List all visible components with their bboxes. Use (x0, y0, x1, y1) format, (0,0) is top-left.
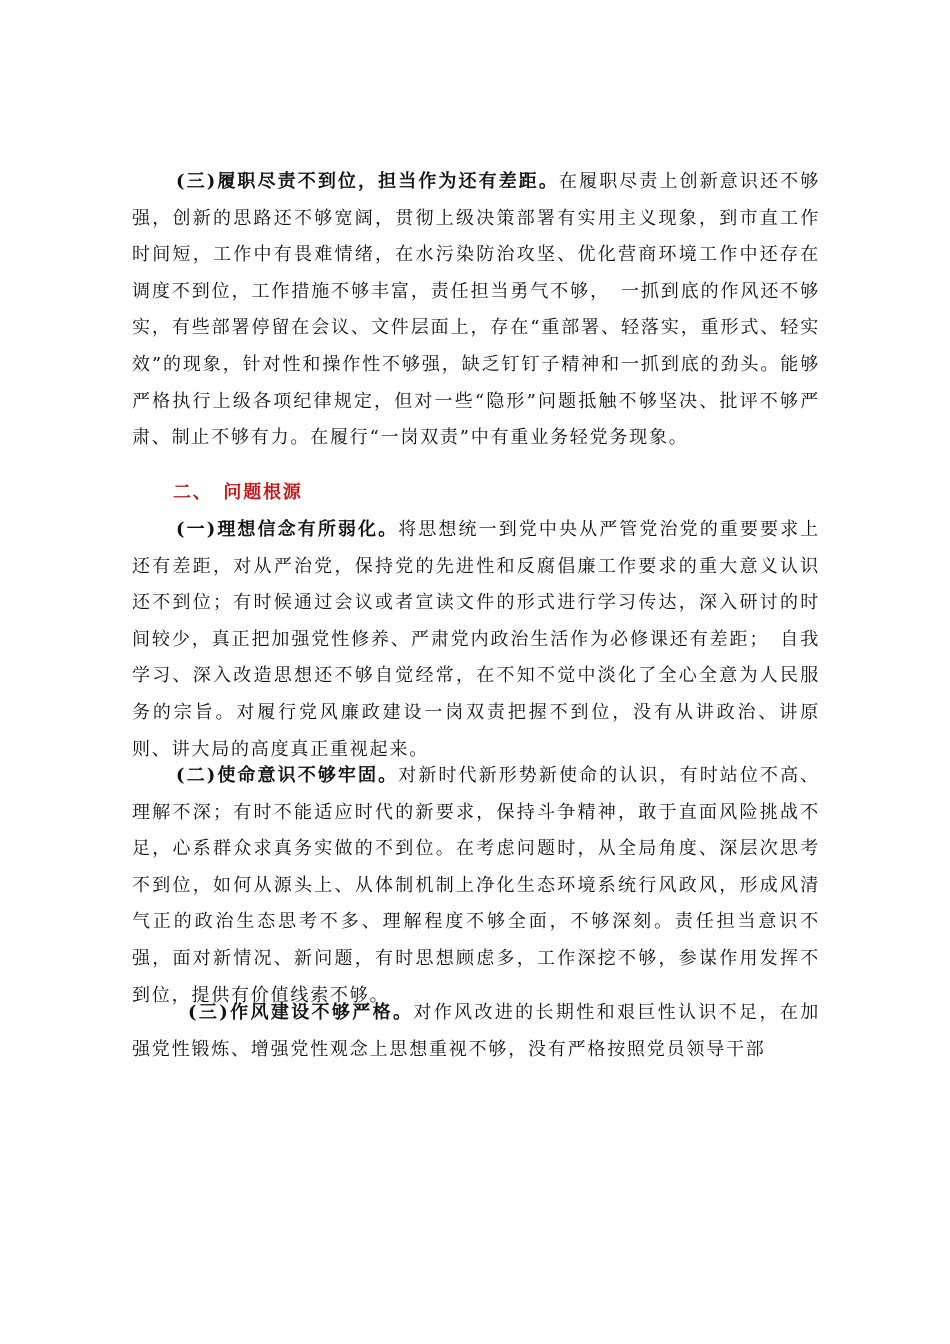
section-heading-problem-roots: 二、 问题根源 (173, 482, 303, 503)
paragraph-performance-duty (132, 164, 820, 457)
paragraph-ideals-beliefs (132, 512, 820, 768)
paragraph-text: 将思想统一到党中央从严管党治党的重要要求上还有差距，对从严治党，保持党的先进性和反腐倡廉工作要求的重大意义认识还不到位；有时候通过会议或者宣读文件的形式进行学习传达，深入研讨的时间较少，真正把加强党性修养、严肃党内政治生活作为必修课还有差距； 自我学习、深入改造思想还不够自觉经常，在不知不觉中淡化了全心全意为人民服务的宗旨。对履行党风廉政建设一岗双责把握不到位，没有从讲政治、讲原则、讲大局的高度真正重视起来。 (132, 519, 820, 760)
paragraph-heading: (三)作风建设不够严格。 (188, 1002, 414, 1023)
paragraph-work-style (132, 995, 820, 1068)
paragraph-heading: (二)使命意识不够牢固。 (176, 765, 399, 786)
paragraph-mission-awareness (132, 758, 820, 1014)
paragraph-heading: (一)理想信念有所弱化。 (176, 519, 399, 540)
paragraph-text: 对作风改进的长期性和艰巨性认识不足，在加强党性锻炼、增强党性观念上思想重视不够，没有严格按照党员领导干部 (132, 1002, 820, 1060)
paragraph-text: 在履职尽责上创新意识还不够强，创新的思路还不够宽阔，贯彻上级决策部署有实用主义现象，到市直工作时间短，工作中有畏难情绪，在水污染防治攻坚、优化营商环境工作中还存在调度不到位，工作措施不够丰富，责任担当勇气不够， 一抓到底的作风还不够实，有些部署停留在会议、文件层面上，存在“重部署、轻落实，重形式、轻实效”的现象，针对性和操作性不够强，缺乏钉钉子精神和一抓到底的劲头。能够严格执行上级各项纪律规定，但对一些“隐形”问题抵触不够坚决、批评不够严肃、制止不够有力。在履行“一岗双责”中有重业务轻党务现象。 (132, 171, 820, 449)
paragraph-text: 对新时代新形势新使命的认识，有时站位不高、理解不深；有时不能适应时代的新要求，保持斗争精神，敢于直面风险挑战不足，心系群众求真务实做的不到位。在考虑问题时，从全局角度、深层次思考不到位，如何从源头上、从体制机制上净化生态环境系统行风政风，形成风清气正的政治生态思考不多、理解程度不够全面，不够深刻。责任担当意识不强，面对新情况、新问题，有时思想顾虑多，工作深挖不够，参谋作用发挥不到位，提供有价值线索不够。 (132, 765, 820, 1006)
paragraph-heading: (三)履职尽责不到位，担当作为还有差距。 (176, 171, 560, 192)
